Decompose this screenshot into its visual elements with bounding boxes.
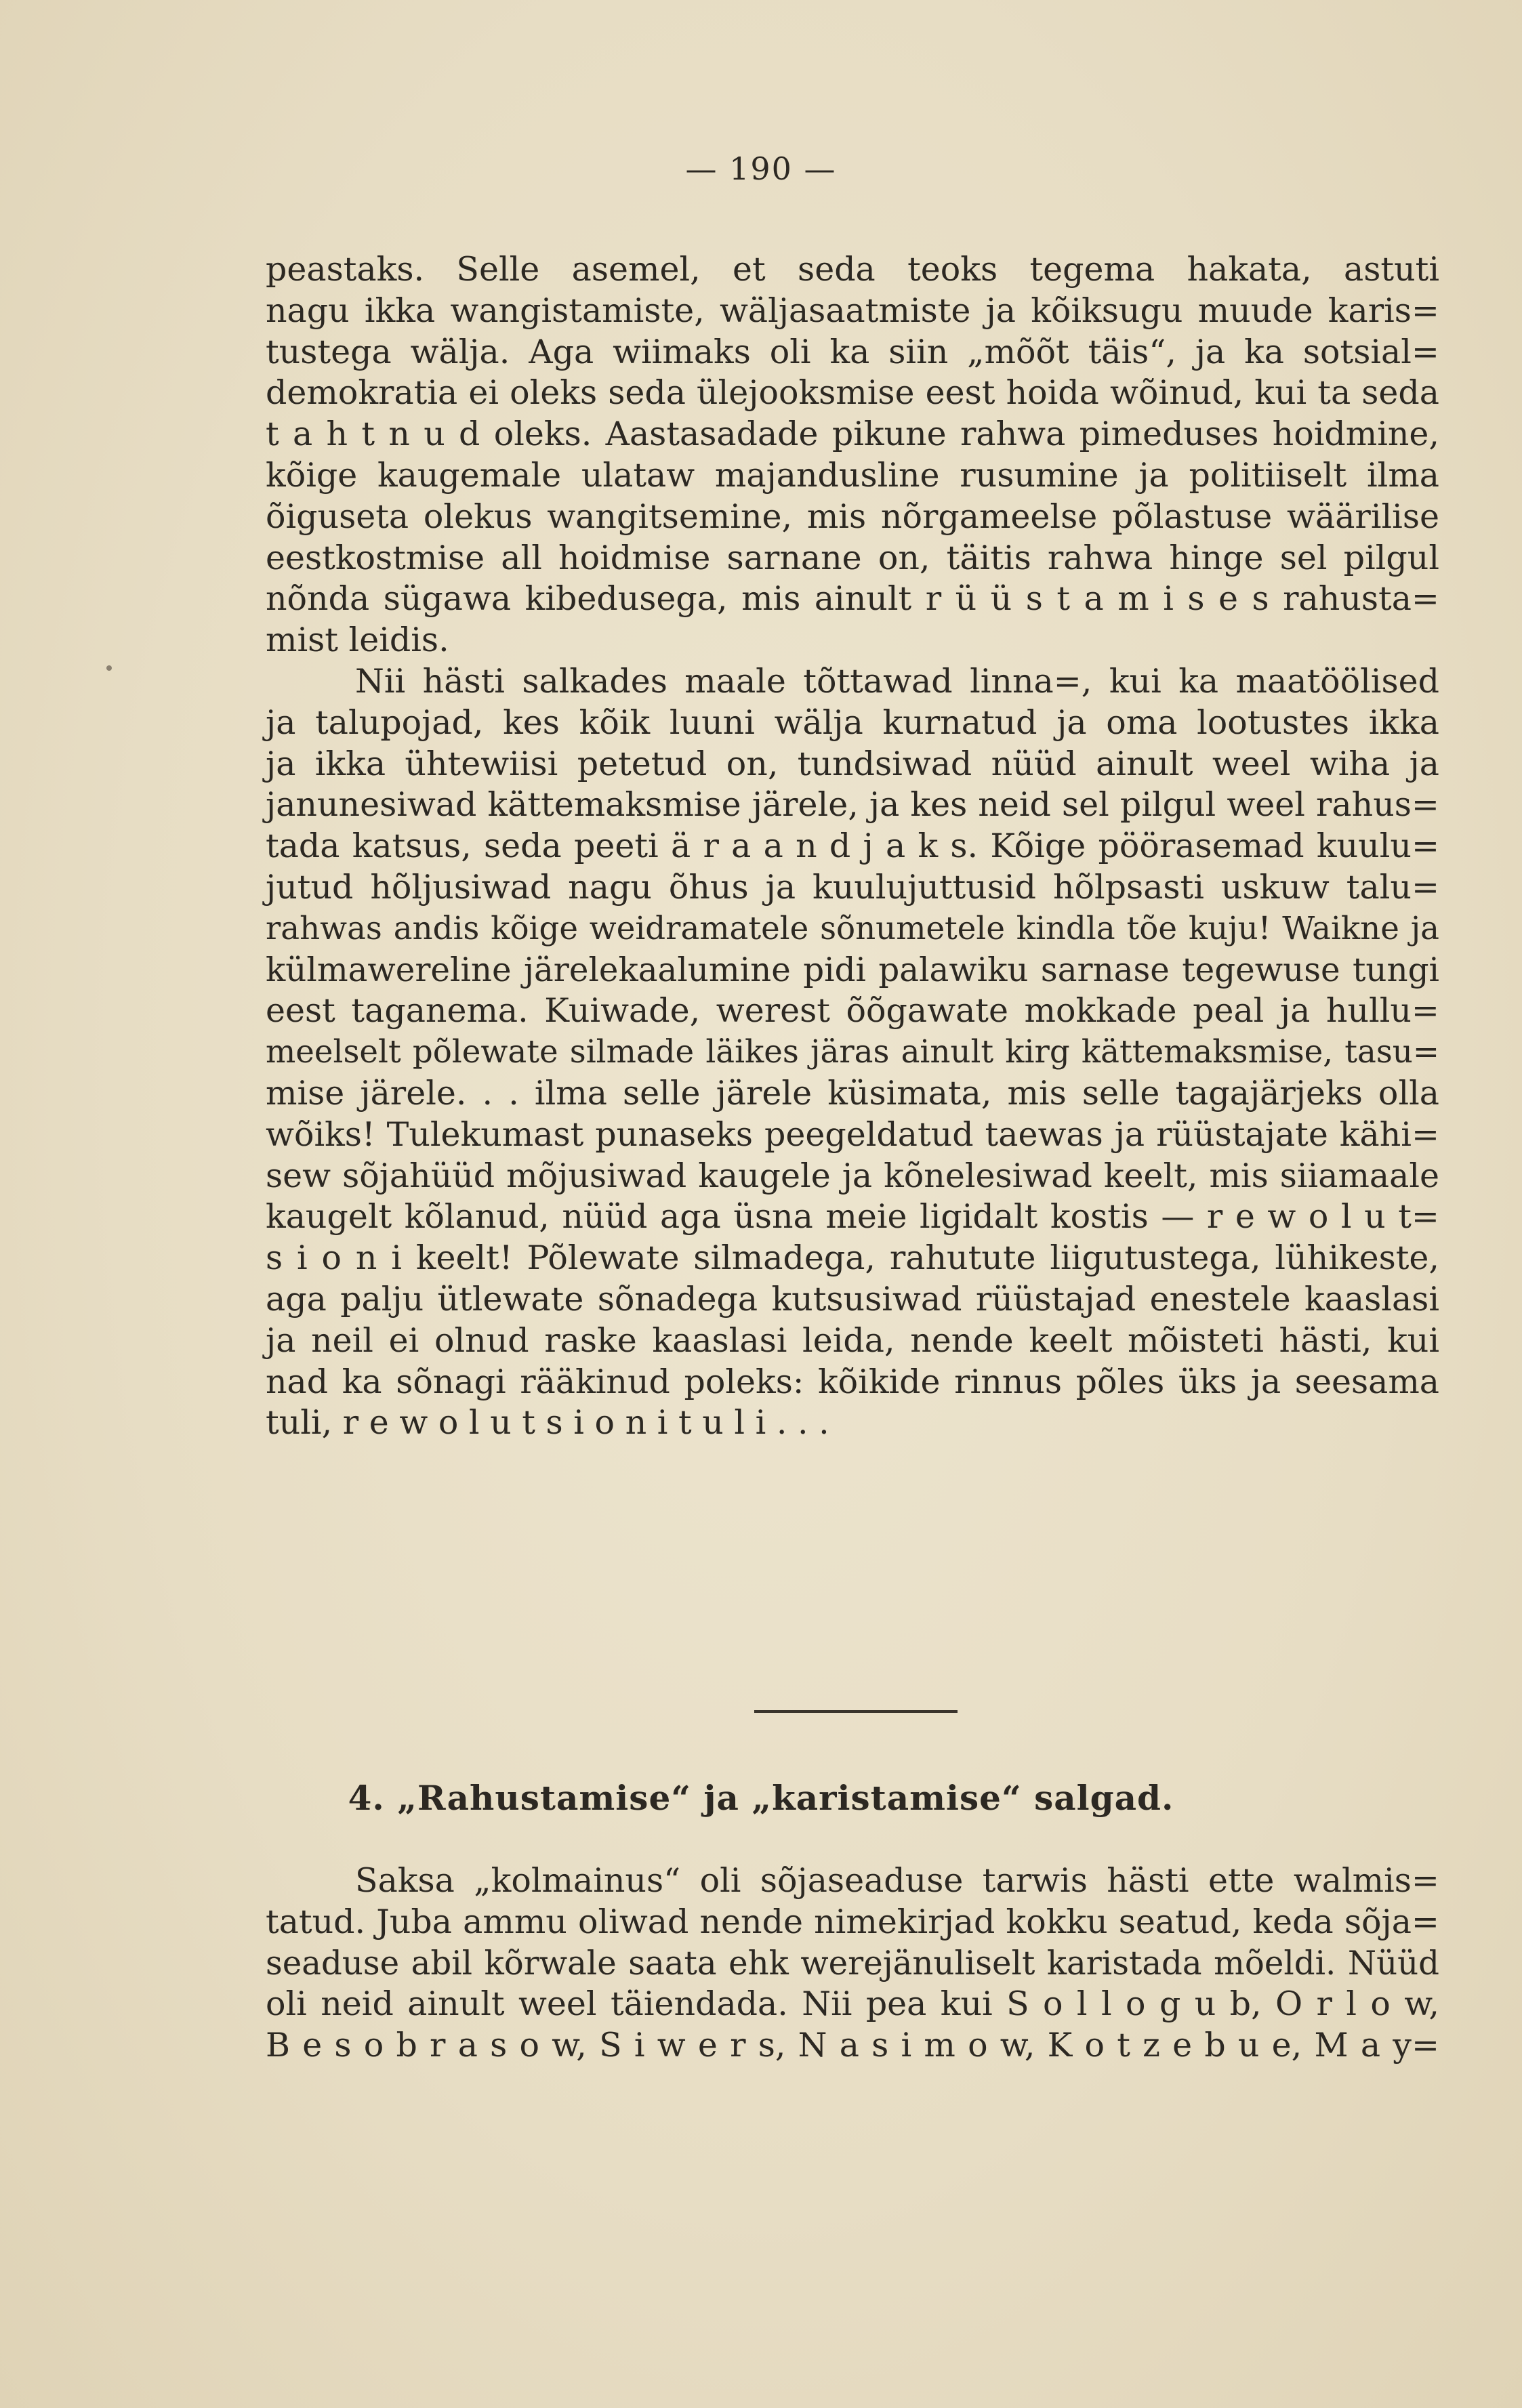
- text-line: nagu ikka wangistamiste, wäljasaatmiste ja kõiksugu muude karis=: [266, 291, 1439, 330]
- text-line: kaugelt kõlanud, nüüd aga üsna meie ligidalt kostis — r e w o l u t=: [266, 1197, 1439, 1237]
- text-line: ja neil ei olnud raske kaaslasi leida, nende keelt mõisteti hästi, kui: [266, 1321, 1439, 1360]
- text-line: õiguseta olekus wangitsemine, mis nõrgameelse põlastuse wäärilise: [266, 497, 1439, 536]
- paragraph-3: [266, 1861, 1439, 2067]
- text-line: kõige kaugemale ulataw majandusline rusumine ja politiiselt ilma: [266, 455, 1439, 495]
- text-line: aga palju ütlewate sõnadega kutsusiwad rüüstajad enestele kaaslasi: [266, 1279, 1439, 1319]
- text-line: mise järele. . . ilma selle järele küsimata, mis selle tagajärjeks olla: [266, 1073, 1439, 1113]
- text-line: tustega wälja. Aga wiimaks oli ka siin „mõõt täis“, ja ka sotsial=: [266, 332, 1439, 371]
- text-line: janunesiwad kättemaksmise järele, ja kes neid sel pilgul weel rahus=: [266, 785, 1439, 825]
- text-line: sew sõjahüüd mõjusiwad kaugele ja kõnelesiwad keelt, mis siiamaale: [266, 1156, 1439, 1195]
- text-line: tuli, r e w o l u t s i o n i t u l i . . .: [266, 1403, 829, 1442]
- text-line: jutud hõljusiwad nagu õhus ja kuulujuttusid hõlpsasti uskuw talu=: [266, 867, 1439, 907]
- text-line: seaduse abil kõrwale saata ehk werejänuliselt karistada mõeldi. Nüüd: [266, 1944, 1439, 1983]
- paragraph-1: [266, 249, 1439, 1444]
- text-line: eest taganema. Kuiwade, werest õõgawate mokkade peal ja hullu=: [266, 991, 1439, 1031]
- text-line: ja ikka ühtewiisi petetud on, tundsiwad nüüd ainult weel wiha ja: [266, 744, 1439, 783]
- text-line: B e s o b r a s o w, S i w e r s, N a s i m o w, K o t z e b u e, M a y=: [266, 2026, 1439, 2065]
- text-line: meelselt põlewate silmade läikes järas ainult kirg kättemaksmise, tasu=: [266, 1034, 1439, 1071]
- text-line: demokratia ei oleks seda ülejooksmise eest hoida wõinud, kui ta seda: [266, 373, 1439, 413]
- text-line: tatud. Juba ammu oliwad nende nimekirjad kokku seatud, keda sõja=: [266, 1902, 1439, 1941]
- text-line: Saksa „kolmainus“ oli sõjaseaduse tarwis hästi ette walmis=: [355, 1861, 1439, 1900]
- text-line: ja talupojad, kes kõik luuni wälja kurnatud ja oma lootustes ikka: [266, 703, 1439, 742]
- text-line: t a h t n u d oleks. Aastasadade pikune rahwa pimeduses hoidmine,: [266, 415, 1439, 454]
- text-line: nad ka sõnagi rääkinud poleks: kõikide rinnus põles üks ja seesama: [266, 1362, 1439, 1401]
- text-line: wõiks! Tulekumast punaseks peegeldatud taewas ja rüüstajate kähi=: [266, 1115, 1439, 1154]
- text-line: tada katsus, seda peeti ä r a a n d j a k s. Kõige pöörasemad kuulu=: [266, 827, 1439, 866]
- text-line: külmawereline järelekaalumine pidi palawiku sarnase tegewuse tungi: [266, 951, 1439, 989]
- text-line: rahwas andis kõige weidramatele sõnumetele kindla tõe kuju! Waikne ja: [266, 910, 1439, 947]
- text-line: oli neid ainult weel täiendada. Nii pea kui S o l l o g u b, O r l o w,: [266, 1985, 1439, 2024]
- text-line: peastaks. Selle asemel, et seda teoks tegema hakata, astuti: [266, 250, 1439, 289]
- text-line: Nii hästi salkades maale tõttawad linna=, kui ka maatöölised: [355, 661, 1439, 701]
- text-line: eestkostmise all hoidmise sarnane on, täitis rahwa hinge sel pilgul: [266, 538, 1439, 577]
- text-line: mist leidis.: [266, 621, 449, 660]
- page-number: — 190 —: [685, 150, 837, 187]
- text-line: s i o n i keelt! Põlewate silmadega, rahutute liigutustega, lühikeste,: [266, 1239, 1439, 1278]
- section-divider: [754, 1710, 958, 1713]
- text-line: nõnda sügawa kibedusega, mis ainult r ü ü s t a m i s e s rahusta=: [266, 579, 1439, 619]
- section-heading: 4. „Rahustamise“ ja „karistamise“ salgad.: [348, 1778, 1174, 1818]
- paper-speck: [106, 665, 112, 671]
